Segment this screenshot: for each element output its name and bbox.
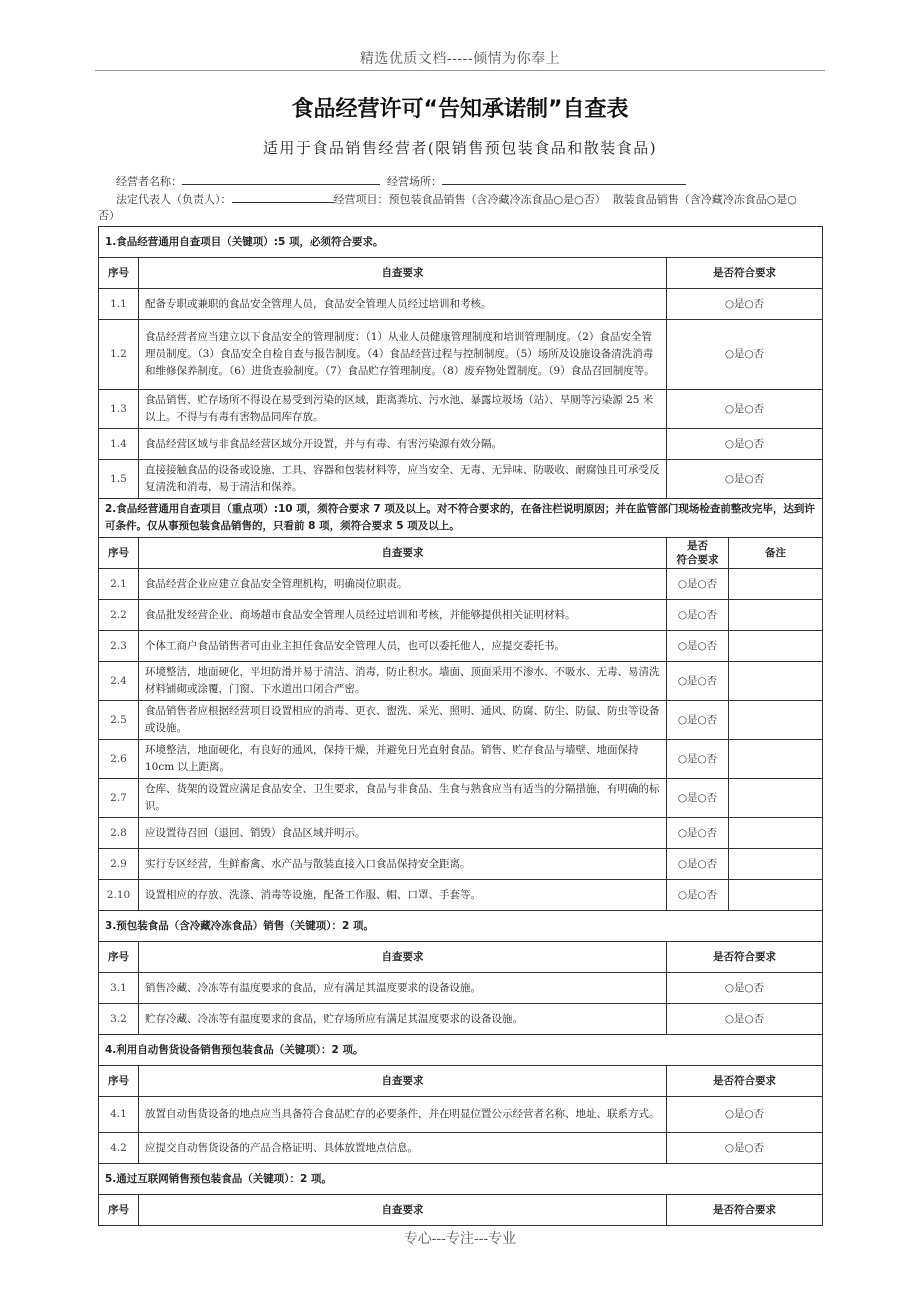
section-4-title-row [99,1035,823,1066]
remark-cell[interactable] [729,662,823,701]
item-no: 2.4 [99,662,139,701]
section-5-title-row [99,1164,823,1195]
table-header-row [99,942,823,973]
col-header-no: 序号 [99,942,139,973]
item-no: 2.8 [99,818,139,849]
comply-choice[interactable]: ○是○否 [667,1133,823,1164]
section-3-title-row [99,911,823,942]
col-header-req: 自查要求 [139,1195,667,1226]
header-rule [95,70,825,71]
operator-name-label: 经营者名称： [116,175,182,188]
item-req: 直接接触食品的设备或设施、工具、容器和包装材料等，应当安全、无毒、无异味、防吸收、耐腐蚀且可承受反复清洗和消毒，易于清洁和保养。 [139,460,667,499]
item-req: 食品经营者应当建立以下食品安全的管理制度：（1）从业人员健康管理制度和培训管理制度。（2）食品安全管理员制度。（3）食品安全自检自查与报告制度。（4）食品经营过程与控制制度。（5）场所及设施设备清洗消毒和维修保养制度。（6）进货查验制度。（7）食品贮存管理制度。（8）废弃物处置制度。（9）食品召回制度等。 [139,320,667,390]
section-title: 3.预包装食品（含冷藏冷冻食品）销售（关键项）：2 项。 [99,911,823,942]
item-req: 实行专区经营，生鲜畜禽、水产品与散装直接入口食品保持安全距离。 [139,849,667,880]
comply-choice[interactable]: ○是○否 [667,1097,823,1133]
item-req: 配备专职或兼职的食品安全管理人员，食品安全管理人员经过培训和考核。 [139,289,667,320]
comply-choice[interactable]: ○是○否 [667,390,823,429]
bulk-text: 散装食品销售（含冷藏冷冻食品○是○ [612,193,797,206]
item-req: 仓库、货架的设置应满足食品安全、卫生要求，食品与非食品、生食与熟食应当有适当的分隔措施，有明确的标识。 [139,779,667,818]
comply-choice[interactable]: ○是○否 [667,973,823,1004]
table-row [99,390,823,429]
col-header-no: 序号 [99,538,139,569]
item-no: 3.1 [99,973,139,1004]
item-req: 销售冷藏、冷冻等有温度要求的食品，应有满足其温度要求的设备设施。 [139,973,667,1004]
item-req: 环境整洁，地面硬化，平坦防滑并易于清洁、消毒，防止积水。墙面、顶面采用不渗水、不吸水、无毒、易清洗材料铺砌或涂覆，门窗、下水道出口闭合严密。 [139,662,667,701]
item-no: 1.1 [99,289,139,320]
remark-cell[interactable] [729,818,823,849]
bulk-tail: 否） [98,209,120,222]
item-req: 食品批发经营企业、商场超市食品安全管理人员经过培训和考核，并能够提供相关证明材料。 [139,600,667,631]
col-header-comply: 是否符合要求 [667,1195,823,1226]
item-req: 食品经营区域与非食品经营区域分开设置，并与有毒、有害污染源有效分隔。 [139,429,667,460]
item-no: 2.6 [99,740,139,779]
col-header-no: 序号 [99,1195,139,1226]
section-title: 4.利用自动售货设备销售预包装食品（关键项）：2 项。 [99,1035,823,1066]
col-header-no: 序号 [99,1066,139,1097]
table-row [99,320,823,390]
table-row [99,701,823,740]
comply-choice[interactable]: ○是○否 [667,1004,823,1035]
table-row [99,460,823,499]
item-no: 4.1 [99,1097,139,1133]
col-header-req: 自查要求 [139,942,667,973]
table-row [99,740,823,779]
remark-cell[interactable] [729,740,823,779]
comply-choice[interactable]: ○是○否 [667,849,729,880]
comply-choice[interactable]: ○是○否 [667,289,823,320]
item-req: 应提交自动售货设备的产品合格证明、具体放置地点信息。 [139,1133,667,1164]
table-row [99,849,823,880]
col-header-comply: 是否符合要求 [667,1066,823,1097]
comply-choice[interactable]: ○是○否 [667,740,729,779]
item-req: 食品经营企业应建立食品安全管理机构，明确岗位职责。 [139,569,667,600]
remark-cell[interactable] [729,569,823,600]
item-no: 2.3 [99,631,139,662]
comply-choice[interactable]: ○是○否 [667,460,823,499]
item-no: 1.4 [99,429,139,460]
item-req: 设置相应的存放、洗涤、消毒等设施，配备工作服、帽、口罩、手套等。 [139,880,667,911]
comply-choice[interactable]: ○是○否 [667,429,823,460]
item-no: 2.5 [99,701,139,740]
comply-choice[interactable]: ○是○否 [667,701,729,740]
item-req: 放置自动售货设备的地点应当具备符合食品贮存的必要条件，并在明显位置公示经营者名称、地址、联系方式。 [139,1097,667,1133]
comply-choice[interactable]: ○是○否 [667,569,729,600]
table-row [99,289,823,320]
section-title: 2.食品经营通用自查项目（重点项）:10 项，须符合要求 7 项及以上。对不符合要求的，在备注栏说明原因；并在监管部门现场检查前整改完毕，达到许可条件。仅从事预包装食品销售的，只看前 8 项，须符合要求 5 项及以上。 [99,499,823,538]
premises-field[interactable] [442,173,686,185]
section-title: 1.食品经营通用自查项目（关键项）:5 项，必须符合要求。 [99,227,823,258]
table-row [99,880,823,911]
comply-choice[interactable]: ○是○否 [667,779,729,818]
table-header-row [99,258,823,289]
remark-cell[interactable] [729,600,823,631]
page-header-text: 精选优质文档-----倾情为你奉上 [359,51,561,67]
project-label: 经营项目： [333,193,389,206]
table-row [99,1097,823,1133]
col-header-req: 自查要求 [139,538,667,569]
info-line-2 [116,191,797,207]
document-subtitle: 适用于食品销售经营者(限销售预包装食品和散装食品) [262,139,658,157]
item-no: 2.2 [99,600,139,631]
info-line-3 [98,207,120,223]
item-req: 食品销售、贮存场所不得设在易受到污染的区域，距离粪坑、污水池、暴露垃圾场（站）、旱厕等污染源 25 米以上。不得与有毒有害物品同库存放。 [139,390,667,429]
comply-choice[interactable]: ○是○否 [667,818,729,849]
operator-name-field[interactable] [182,173,380,185]
table-row [99,973,823,1004]
table-header-row [99,1066,823,1097]
table-row [99,818,823,849]
item-no: 4.2 [99,1133,139,1164]
comply-choice[interactable]: ○是○否 [667,600,729,631]
item-no: 2.10 [99,880,139,911]
comply-choice[interactable]: ○是○否 [667,320,823,390]
item-req: 贮存冷藏、冷冻等有温度要求的食品，贮存场所应有满足其温度要求的设备设施。 [139,1004,667,1035]
item-no: 1.5 [99,460,139,499]
col-header-comply: 是否 符合要求 [667,538,729,569]
item-no: 1.2 [99,320,139,390]
legal-rep-field[interactable] [232,191,334,203]
table-row [99,1004,823,1035]
item-no: 1.3 [99,390,139,429]
premises-label: 经营场所： [387,175,442,188]
comply-choice[interactable]: ○是○否 [667,880,729,911]
item-no: 2.1 [99,569,139,600]
item-req: 个体工商户食品销售者可由业主担任食品安全管理人员，也可以委托他人，应提交委托书。 [139,631,667,662]
item-req: 应设置待召回（退回、销毁）食品区域并明示。 [139,818,667,849]
item-req: 食品销售者应根据经营项目设置相应的消毒、更衣、盥洗、采光、照明、通风、防腐、防尘、防鼠、防虫等设备或设施。 [139,701,667,740]
col-header-req: 自查要求 [139,1066,667,1097]
col-header-no: 序号 [99,258,139,289]
col-header-comply: 是否符合要求 [667,942,823,973]
remark-cell[interactable] [729,880,823,911]
table-row [99,600,823,631]
remark-cell[interactable] [729,701,823,740]
remark-cell[interactable] [729,631,823,662]
info-line-1 [116,173,686,189]
col-header-req: 自查要求 [139,258,667,289]
checklist-table [98,226,823,1226]
item-req: 环境整洁，地面硬化，有良好的通风，保持干燥，并避免日光直射食品。销售、贮存食品与墙壁、地面保持 10cm 以上距离。 [139,740,667,779]
comply-choice[interactable]: ○是○否 [667,662,729,701]
table-row [99,631,823,662]
section-2-title-row [99,499,823,538]
table-row [99,1133,823,1164]
table-row [99,662,823,701]
section-title: 5.通过互联网销售预包装食品（关键项）：2 项。 [99,1164,823,1195]
table-row [99,569,823,600]
table-header-row [99,538,823,569]
remark-cell[interactable] [729,779,823,818]
section-1-title-row [99,227,823,258]
item-no: 2.9 [99,849,139,880]
table-header-row [99,1195,823,1226]
item-no: 2.7 [99,779,139,818]
legal-rep-label: 法定代表人（负责人）： [116,193,232,206]
document-title: 食品经营许可“告知承诺制”自查表 [291,97,629,122]
page-footer-text: 专心---专注---专业 [403,1231,517,1247]
item-no: 3.2 [99,1004,139,1035]
prepack-text: 预包装食品销售（含冷藏冷冻食品○是○否） [388,193,606,206]
table-row [99,779,823,818]
col-header-comply: 是否符合要求 [667,258,823,289]
remark-cell[interactable] [729,849,823,880]
comply-choice[interactable]: ○是○否 [667,631,729,662]
col-header-remark: 备注 [729,538,823,569]
table-row [99,429,823,460]
